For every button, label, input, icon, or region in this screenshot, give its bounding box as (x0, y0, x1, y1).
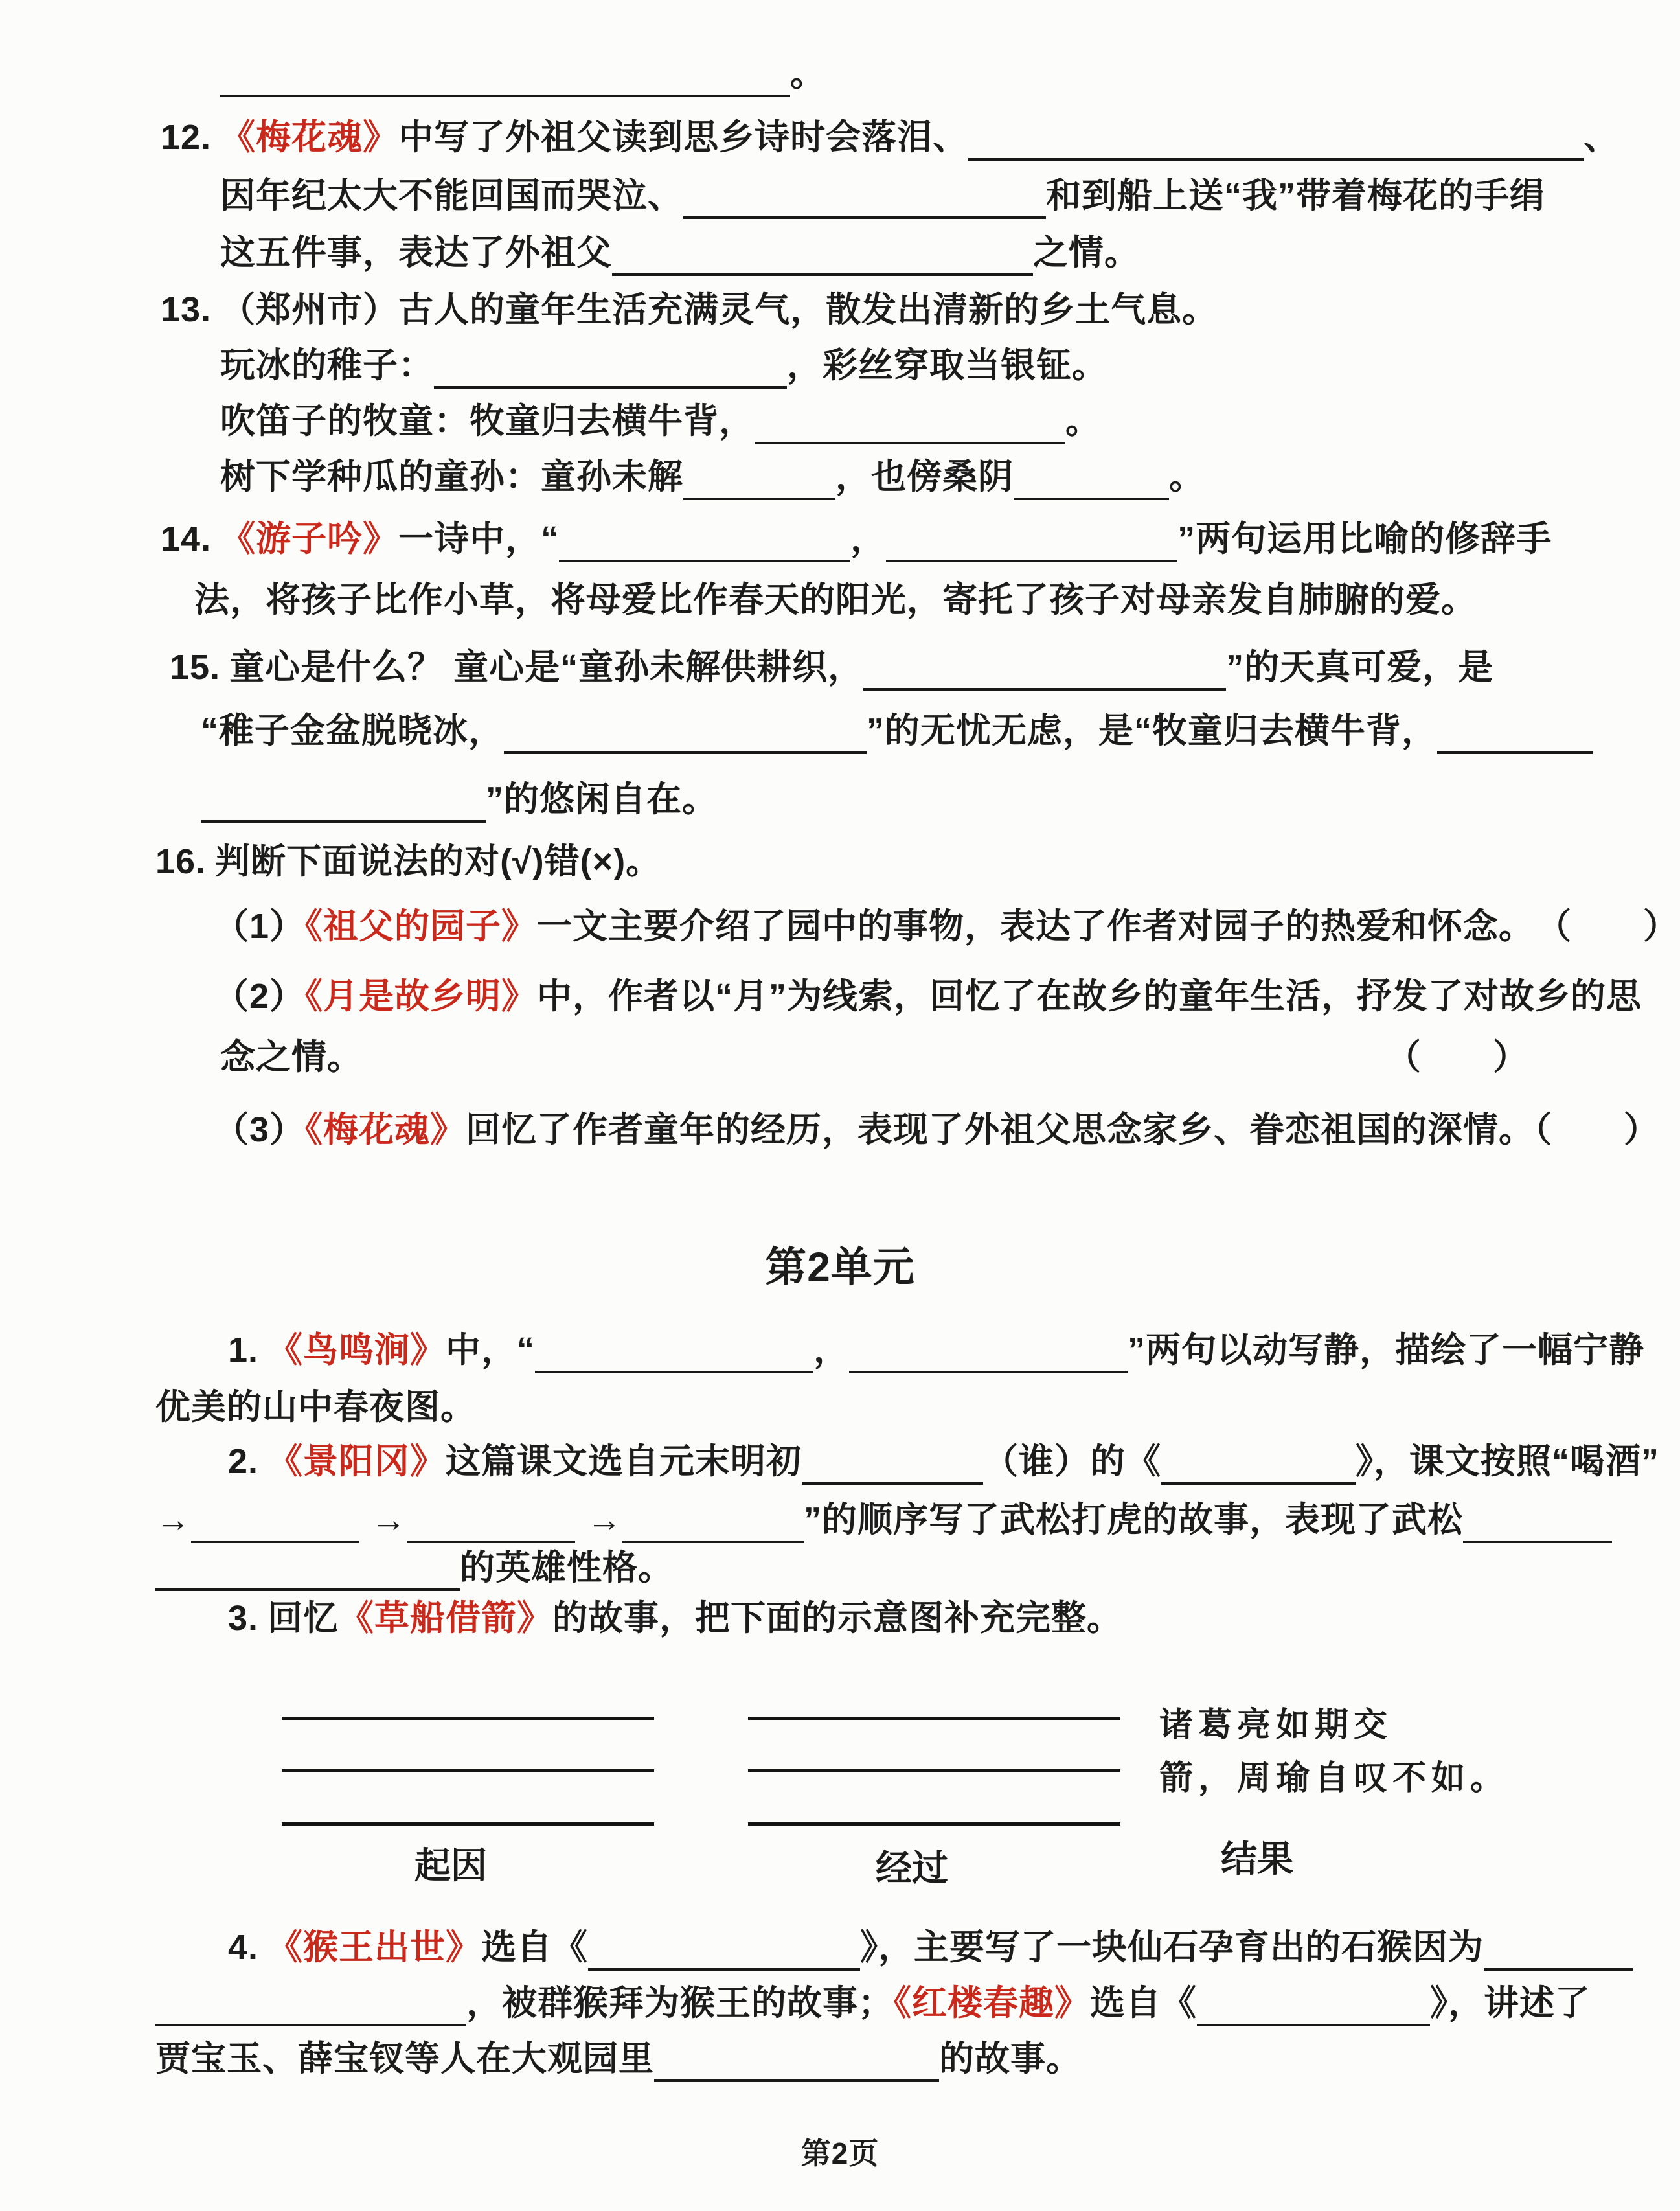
question-text: 树下学种瓜的童孙：童孙未解 (220, 457, 683, 496)
unit2-question-4-line-1 (228, 1924, 1633, 1971)
unit2-question-2-line-3 (155, 1544, 674, 1591)
question-text: 》，课文按照“喝酒” (1356, 1442, 1660, 1481)
question-text: ”两句运用比喻的修辞手 (1177, 520, 1552, 558)
page-footer: 第2页 (800, 2137, 880, 2170)
question-text: 一诗中，“ (398, 520, 560, 558)
diagram-process-label: 经过 (876, 1848, 948, 1888)
book-title: 《游子吟》 (220, 520, 399, 558)
question-text: 的英雄性格。 (460, 1548, 674, 1587)
answer-blank (1437, 715, 1593, 754)
question-15-line-3 (201, 776, 718, 823)
unit2-question-3-stem (228, 1595, 1122, 1642)
item-number: （3） (214, 1110, 306, 1149)
question-text: 童心是什么？ 童心是“童孙未解供耕织， (229, 648, 864, 687)
answer-blank (612, 237, 1033, 276)
question-text: 、 (1584, 118, 1620, 157)
question-text: 中写了外祖父读到思乡诗时会落泪、 (398, 118, 969, 157)
intro-period: 。 (790, 54, 826, 93)
book-title: 《月是故乡明》 (305, 977, 538, 1016)
diagram-result-label: 结果 (1221, 1839, 1293, 1879)
question-text: 和到船上送“我”带着梅花的手绢 (1046, 176, 1545, 215)
answer-blank (434, 350, 787, 389)
intro-blank-line (220, 51, 826, 97)
answer-blank (1161, 1446, 1356, 1485)
question-text: 因年纪太大不能回国而哭泣、 (220, 176, 683, 215)
book-title: 《景阳冈》 (267, 1442, 446, 1481)
question-13-line-2 (220, 342, 1107, 389)
question-text: （郑州市）古人的童年生活充满灵气，散发出清新的乡土气息。 (220, 290, 1218, 329)
diagram-blank-line (748, 1822, 1120, 1826)
book-title: 《草船借箭》 (339, 1599, 553, 1638)
question-16-item-1 (214, 903, 1679, 950)
question-text: 选自《 (481, 1928, 589, 1967)
unit2-question-4-line-2 (155, 1980, 1591, 2026)
answer-blank (220, 58, 790, 97)
section-heading: 第2单元 (765, 1244, 915, 1290)
question-12-line-2 (220, 172, 1545, 219)
item-number: （2） (214, 977, 306, 1016)
question-text: 回忆了作者童年的经历，表现了外祖父思念家乡、眷恋祖国的深情。 (466, 1110, 1535, 1149)
question-16-item-2 (214, 973, 1642, 1020)
question-13-line-4 (220, 453, 1205, 500)
unit2-question-1-line-2 (155, 1384, 476, 1430)
question-text: 的故事，把下面的示意图补充完整。 (552, 1599, 1123, 1638)
question-text: 法，将孩子比作小草，将母爱比作春天的阳光，寄托了孩子对母亲发自肺腑的爱。 (194, 580, 1477, 619)
flow-arrow: → (371, 1500, 407, 1539)
question-text: ”的天真可爱，是 (1226, 648, 1494, 687)
question-text: 回忆 (267, 1599, 339, 1638)
answer-blank (201, 784, 486, 823)
question-text: 之情。 (1033, 233, 1140, 272)
diagram-blank-line (282, 1822, 654, 1826)
question-14-line-1 (161, 516, 1552, 562)
question-text: ”的顺序写了武松打虎的故事，表现了武松 (804, 1500, 1463, 1539)
answer-blank (683, 180, 1046, 219)
diagram-blank-line (748, 1717, 1120, 1720)
answer-blank (504, 715, 867, 754)
book-title: 《鸟鸣涧》 (267, 1331, 446, 1369)
question-text: 这篇课文选自元末明初 (446, 1442, 802, 1481)
question-16-stem (155, 838, 661, 885)
unit2-question-2-line-2 (155, 1496, 1612, 1543)
question-13-line-1 (161, 286, 1218, 333)
question-text: 这五件事，表达了外祖父 (220, 233, 612, 272)
question-text: 选自《 (1090, 1984, 1197, 2022)
question-text: 》，主要写了一块仙石孕育出的石猴因为 (860, 1928, 1484, 1967)
question-number: 13. (161, 290, 212, 329)
question-text: ”的无忧无虑，是“牧童归去横牛背， (867, 711, 1437, 750)
item-number: （1） (214, 907, 306, 946)
question-number: 3. (228, 1599, 259, 1638)
diagram-blank-line (282, 1717, 654, 1720)
question-text: “稚子金盆脱晓冰， (201, 711, 504, 750)
question-text: ，被群猴拜为猴王的故事； (466, 1984, 894, 2022)
question-number: 2. (228, 1442, 259, 1481)
diagram-result-text-1: 诸葛亮如期交 (1159, 1706, 1393, 1744)
answer-blank (1014, 461, 1169, 500)
question-text: 中，作者以“月”为线索，回忆了在故乡的童年生活，抒发了对故乡的思 (537, 977, 1642, 1016)
question-15-line-2 (201, 707, 1593, 754)
question-text: 。 (1169, 457, 1205, 496)
question-text: 。 (1065, 402, 1101, 441)
unit2-question-1-line-1 (228, 1327, 1644, 1373)
question-number: 16. (155, 842, 207, 881)
question-13-line-3 (220, 398, 1101, 444)
question-16-item-3 (214, 1106, 1659, 1153)
question-number: 1. (228, 1331, 259, 1369)
flow-arrow: → (587, 1500, 622, 1539)
answer-blank (1463, 1504, 1612, 1543)
question-number: 15. (170, 648, 221, 687)
question-text: 一文主要介绍了园中的事物，表达了作者对园子的热爱和怀念。 (537, 907, 1535, 946)
book-title: 《红楼春趣》 (894, 1984, 1090, 2022)
question-15-line-1 (170, 644, 1493, 691)
answer-blank (155, 1988, 466, 2026)
question-text: 贾宝玉、薛宝钗等人在大观园里 (155, 2039, 654, 2078)
question-text: ，彩丝穿取当银钲。 (787, 346, 1107, 385)
diagram-cause-label: 起因 (414, 1845, 487, 1886)
answer-blank (863, 652, 1226, 691)
question-12-line-3 (220, 229, 1140, 276)
question-text: ”两句以动写静，描绘了一幅宁静 (1128, 1331, 1645, 1369)
book-title: 《猴王出世》 (267, 1928, 482, 1967)
answer-blank (622, 1504, 804, 1543)
answer-blank (535, 1335, 813, 1373)
book-title: 《梅花魂》 (305, 1110, 466, 1149)
unit2-question-2-line-1 (228, 1438, 1659, 1485)
question-text: 》，讲述了 (1430, 1984, 1591, 2022)
diagram-blank-line (748, 1769, 1120, 1772)
question-text: 的故事。 (939, 2039, 1082, 2078)
question-number: 14. (161, 520, 212, 558)
question-text: 吹笛子的牧童：牧童归去横牛背， (220, 402, 755, 441)
judgment-paren: （ ） (1554, 907, 1679, 946)
question-text: 优美的山中春夜图。 (155, 1388, 476, 1426)
question-text: ，也傍桑阴 (835, 457, 1014, 496)
question-text: 念之情。 (220, 1038, 363, 1077)
answer-blank (1484, 1932, 1633, 1971)
question-text: 中，“ (446, 1331, 536, 1369)
diagram-blank-line (282, 1769, 654, 1772)
question-number: 4. (228, 1928, 259, 1967)
answer-blank (588, 1932, 860, 1971)
unit2-question-4-line-3 (155, 2035, 1082, 2082)
question-text: （谁）的《 (983, 1442, 1162, 1481)
question-number: 12. (161, 118, 212, 157)
question-text: ”的悠闲自在。 (486, 780, 718, 819)
question-text: ， (850, 520, 887, 558)
answer-blank (559, 523, 850, 562)
answer-blank (802, 1446, 983, 1485)
judgment-paren: （ ） (1386, 1038, 1528, 1077)
answer-blank (155, 1552, 460, 1591)
question-text: ， (813, 1331, 850, 1369)
question-14-line-2 (194, 577, 1477, 623)
book-title: 《祖父的园子》 (305, 907, 538, 946)
answer-blank (191, 1504, 359, 1543)
answer-blank (755, 406, 1065, 444)
answer-blank (654, 2043, 939, 2082)
answer-blank (683, 461, 835, 500)
answer-blank (407, 1504, 575, 1543)
question-text: 判断下面说法的对(√)错(×)。 (215, 842, 662, 881)
answer-blank (886, 523, 1177, 562)
answer-blank (1197, 1988, 1430, 2026)
answer-blank (968, 122, 1584, 161)
diagram-result-text-2: 箭，周瑜自叹不如。 (1159, 1759, 1510, 1797)
flow-arrow: → (155, 1500, 191, 1539)
question-16-item-2-cont (220, 1034, 1645, 1081)
judgment-paren: （ ） (1534, 1110, 1660, 1149)
question-text: 玩冰的稚子： (220, 346, 434, 385)
book-title: 《梅花魂》 (220, 118, 399, 157)
question-12-line-1 (161, 114, 1619, 161)
answer-blank (849, 1335, 1128, 1373)
